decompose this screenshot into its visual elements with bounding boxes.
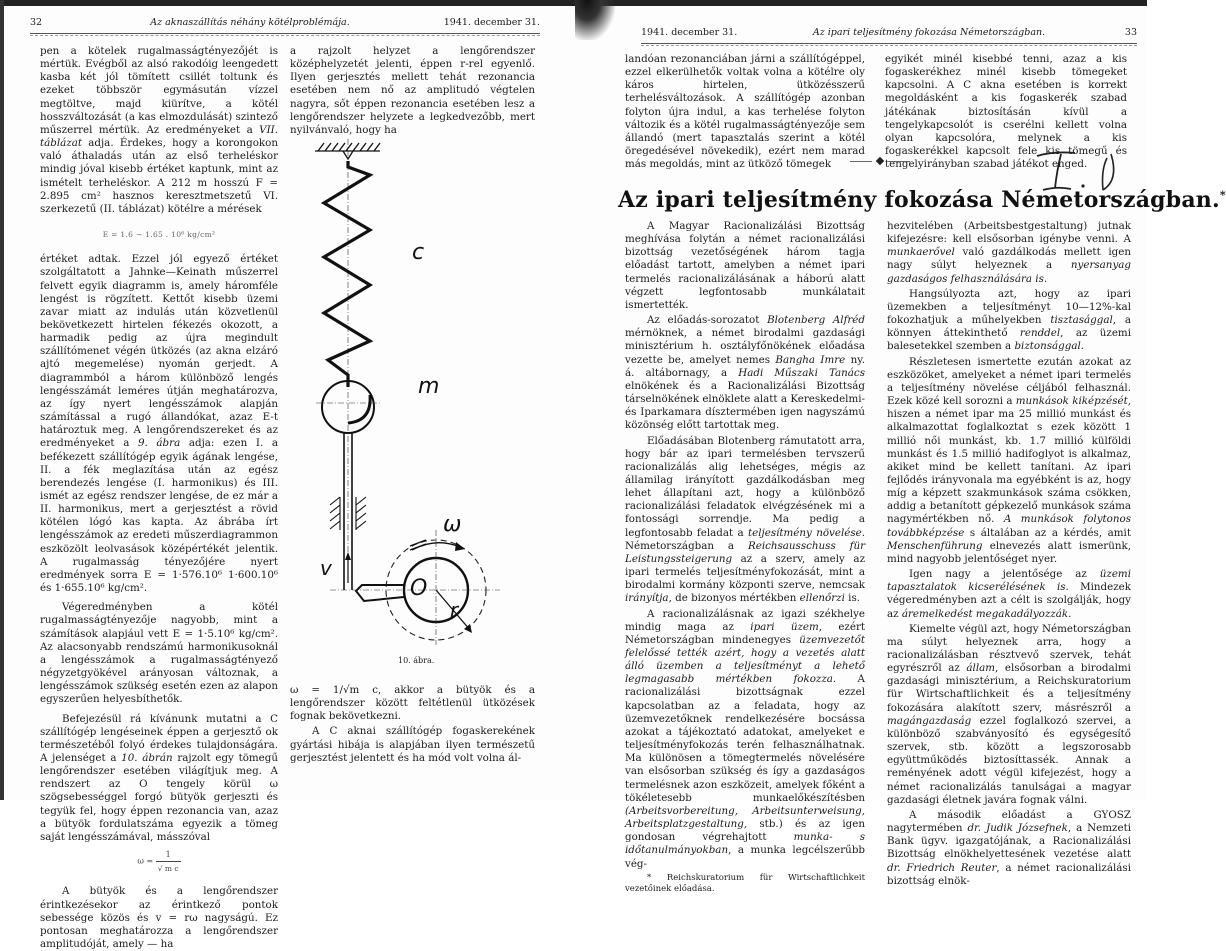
paragraph: A C aknai szállítógép fogaskerekének gyártási hibája is alapjában ilyen természetű gerjesztést jelentett és ha mód volt volna ál- <box>290 725 535 764</box>
section-divider-ornament <box>850 160 910 162</box>
figure-caption: 10. ábra. <box>398 656 435 665</box>
scan-edge-left <box>0 0 4 800</box>
page-number: 33 <box>1124 27 1137 38</box>
left-page-column-1 <box>40 45 278 951</box>
label-m: m <box>418 374 440 399</box>
running-title: Az ipari teljesítmény fokozása Németországban. <box>812 27 1046 38</box>
running-head-left <box>30 17 540 31</box>
paragraph: A második előadást a GYOSZ nagytermében dr. Judik Józsefnek, a Nemzeti Bank ügyv. igazgatójának, a Racionalizálási Bizottság elnökhelyettesének vezetése alatt dr. Friedrich Reuter, a német racionalizálási bizottság elnök- <box>887 808 1132 887</box>
paragraph: egyikét minél kisebbé tenni, azaz a kis fogaskerékhez minél kisebb tömegeket kapcsolni. A C akna esetében is korrekt megoldásként a kis fogaskerék szabad játékának biztosításán kívül a tengelykapcsolót is cserélni kellett volna olyan kapcsolóra, melynek a kis fogaskerékkel kapcsolt fele kis tömegű és tengelyirányban szabad játékot enged. <box>885 53 1127 171</box>
article-column-1 <box>625 220 865 895</box>
paragraph: Az előadás-sorozatot Blotenberg Alfréd mérnöknek, a német birodalmi gazdasági minisztérium h. osztályfőnökének előadása vezette be, amelyet nemes Bangha Imre ny. á. altábornagy, a Hadi Műszaki Tanács elnökének és a Racionalizálási Bizottság társelnökének elnöklete alatt a Kereskedelmi- és Iparkamara dísztermében igen nagyszámú közönség előtt tartottak meg. <box>625 314 865 432</box>
running-date: 1941. december 31. <box>641 27 738 38</box>
paragraph: Végeredményben a kötél rugalmasságtényezője nagyobb, mint a számítások alapjául vett E = 1·5.10⁶ kg/cm². Az alacsonyabb rendszámú harmonikusoknál a lengésszámok a rugalmasságtényező négyzetgyökével arányosan változnak, a lengésszámok szükség esetén ezen az alapon egyszerűen helyesbíthetők. <box>40 601 278 706</box>
paragraph: Befejezésül rá kívánunk mutatni a C szállítógép lengéseinek éppen a gerjesztő ok természetéből folyó érdekes tulajdonságára. A jelenséget a 10. ábrán rajzolt egy tömegű lengőrendszer esetében világítjuk meg. A rendszert az O tengely körül ω szögsebességgel forgó bütyök gerjeszti és tegyük fel, hogy éppen rezonancia van, azaz a bütyök fordulatszáma egyezik a tömeg saját lengésszámával, másszóval <box>40 712 278 843</box>
running-date: 1941. december 31. <box>443 17 540 28</box>
paragraph: A bütyök és a lengőrendszer érintkezésekor az érintkező pontok sebessége közös és v = rω nagyságú. Ez pontosan meghatározza a lengőrendszer amplitudóját, amely — ha <box>40 885 278 950</box>
spring-c <box>324 161 370 387</box>
scan-edge-top <box>0 0 573 6</box>
paragraph: ω = 1/√m c, akkor a bütyök és a lengőrendszer között feltétlenül ütközések fognak bekövetkezni. <box>290 684 535 723</box>
header-rule <box>641 43 1137 46</box>
article-column-2 <box>887 220 1131 888</box>
label-o: O <box>410 576 428 601</box>
scan-spine-shadow <box>575 0 615 40</box>
figure-10-oscillator-diagram <box>300 135 510 635</box>
paragraph: értéket adtak. Ezzel jól egyező értéket szolgáltatott a Jahnke—Keinath műszerrel felvett egyik diagramm is, amely háromféle lengést is rögzített. Kettőt kisebb üzemi zavar miatt az indulás után közvetlenül bekövetkezett hirtelen fékezés okozott, a harmadik pedig az újra megindult szállítómenet végén ütközés (az akna elzáró ajtó megemelése) nyomán gerjedt. A diagrammból a három különböző lengés lengésszámát leméres útján meghatározva, az így nyert lengésszámok alapján számítással a rugó állandókat, azaz E-t határoztuk meg. A lengőrendszereket és az eredményeket a 9. ábra adja: ezen I. a befékezett szállítógép egyik ágának lengése, II. a fék meglazítása után az egész berendezés lengése (I. harmonikus) és III. ismét az egész rendszer lengése, de ez már a II. harmonikus, mert a gerjesztést a rövid kötélen lógó kas kapta. Az ábrába írt lengésszámok az eredeti műszerdiagrammon eszközölt leolvasások középértékét jelentik. A rugalmasság tényezőjére nyert eredmények sorra E = 1·576.10⁶ 1·600.10⁶ és 1·655.10⁶ kg/cm². <box>40 253 278 595</box>
running-head-right <box>641 27 1137 41</box>
formula-omega: ω = $\frac{1}{\text{√ m c}}$ <box>40 848 278 875</box>
paragraph: Előadásában Blotenberg rámutatott arra, hogy bár az ipari termelésben tervszerű racionalizálás alig lehetséges, mégis az államilag irányított gazdálkodásban meg lehet állapítani azt, hogy a különböző racionalizálási feladatok elvégzésének mi a fontossági sorrendje. Ma pedig a legfontosabb feladat a teljesítmény növelése. Németországban a Reichsausschuss für Leistungssteigerung az a szerv, amely az ipari termelés teljesítményfokozását, mint a birodalmi kormány központi szerve, nemcsak irányítja, de bizonyos mértékben ellenőrzi is. <box>625 434 865 605</box>
label-v: v <box>320 556 332 580</box>
footnote: * Reichskuratorium für Wirtschaftlichkeit vezetőinek előadása. <box>625 872 865 894</box>
right-page-top-column-1 <box>625 53 865 171</box>
paragraph: Kiemelte végül azt, hogy Németországban ma súlyt helyeznek arra, hogy a racionalizálásban résztvevő szervek, tehát egyrészről az állam, elsősorban a birodalmi gazdasági minisztérium, a Reichskuratorium für Wirtschaftlichkeit és a teljesítmény fokozására alakított szerv, másrészről a magángazdaság ezzel foglalkozó szervei, a különböző szabványosító és egységesítő szervek, stb. között a legszorosabb együttműködés biztosíttassék. Annak a reményének adott végül kifejezést, hogy a német racionalizálás tanulságai a magyar gazdasági életnek javára fognak válni. <box>887 622 1131 806</box>
label-omega: ω <box>443 512 462 537</box>
left-page <box>0 0 573 950</box>
paragraph: Igen nagy a jelentősége az üzemi tapasztalatok kicserélésének is. Mindezek végeredményben azt a célt is szolgálják, hogy az áremelkedést megakadályozzák. <box>887 568 1131 620</box>
label-c: c <box>412 240 425 265</box>
scan-edge-top <box>573 0 1147 6</box>
paragraph: A Magyar Racionalizálási Bizottság meghívása folytán a német racionalizálási bizottság vezetőségének három tagja előadást tartott, amelyben a német ipari termelés racionalizálásának a háború alatt végzett legfontosabb munkálatait ismertették. <box>625 220 865 311</box>
left-page-column-2-top <box>290 45 535 137</box>
paragraph: Részletesen ismertette ezután azokat az eszközöket, amelyeket a német ipari termelés a teljesítmény növelése céljából felhasznál. Ezek közé kell sorozni a munkások kiképzését, hiszen a német ipar ma 25 millió munkást és alkalmazottat foglalkoztat s ezek között 1 millió női munkást, kb. 1.7 millió külföldi munkást és 1.5 millió hadifoglyot is alkalmaz, akiket mind be kellett tanítani. Az ipari fejlődés irányvonala ma egyébként is az, hogy míg a képzett szakmunkások száma csökken, addig a betanított gépkezelő munkások száma nagymértékben nő. A munkások folytonos továbbképzése s általában az a kérdés, amit Menschenführung elnevezés alatt ismerünk, mind nagyobb jelentőséget nyer. <box>887 355 1131 565</box>
paragraph: A racionalizálásnak az igazi székhelye mindig maga az ipari üzem, ezért Németországban mindenegyes üzemvezetőt felelőssé tették azért, hogy a vezetés alatt álló üzemben a teljesítményt a lehető legmagasabb mértékben fokozza. A racionalizálási bizottságnak ezzel kapcsolatban az a feladata, hogy az üzemvezetőknek rendelkezésére bocsássa azokat a tájékoztató adatokat, amelyeket e teljesítményfokozás terén felhasználhatnak. Ma különösen a tömegtermelés növelésére van elsősorban szükség és így a gazdaságos termelésnek azon eszközeit, amelyek főként a tökéletesebb munkaelőkészítésben (Arbeitsvorbereitung, Arbeitsunterweisung, Arbeitsplatzgestaltung, stb.) és az igen gondosan végrehajtott munka- s időtanulmányokban, a munka legcélszerűbb vég- <box>625 607 865 870</box>
header-rule <box>30 33 540 36</box>
ceiling-support <box>315 143 380 159</box>
label-r: r <box>450 598 459 622</box>
paragraph: hezvitelében (Arbeitsbestgestaltung) jutnak kifejezésre: kell elsősorban igénybe venni. A munkaerővel való gazdálkodás mellett igen nagy súlyt helyeznek a nyersanyag gazdaságos felhasználására is. <box>887 220 1131 285</box>
paragraph: Hangsúlyozta azt, hogy az ipari üzemekben a teljesítményt 10—12%-kal fokozhatjuk a műhelyekben tisztasággal, a könnyen áttekinthető renddel, az üzemi balesetekkel szemben a biztonsággal. <box>887 287 1132 353</box>
paragraph: a rajzolt helyzet a lengőrendszer középhelyzetét jelenti, éppen r-rel egyenlő. Ilyen gerjesztés mellett tehát rezonancia esetében nem nő az amplitudó végtelen nagyra, sőt éppen rezonancia esetében lesz a lengőrendszer helyzete a legkedvezőbb, mert nyilvánvaló, hogy ha <box>290 45 535 136</box>
paragraph: pen a kötelek rugalmasságtényezőjét is mértük. Evégből az alsó rakodóig leengedett kasba két jól tömített csillét toltunk és ezeket többször egymásután vízzel megtöltve, majd kiürítve, a kötél hosszváltozását (a kas elmozdulását) szintező műszerrel mértük. Az eredményeket a VII. táblázat adja. Érdekes, hogy a korongokon való áthaladás után az első terheléskor mindig jóval kisebb értéket kaptunk, mint az ismételt terheléskor. A 212 m hosszú F = 2.895 cm² hasznos keresztmetszetű VI. szerkezetű (II. táblázat) kötélre a mérések <box>40 45 278 215</box>
left-page-column-2-bottom <box>290 684 535 765</box>
paragraph: landóan rezonanciában járni a szállítógéppel, ezzel elkerülhetők voltak volna a kötélre oly káros hirtelen, ütközésszerű terhelésváltozások. A szállítógép azonban folyton újra indul, a kas terhelése folyton változik és a kötél rugalmasságtényezője sem állandó (mert tapasztalás szerint a kötél öregedésével növekedik), ezért nem marad más megoldás, mint az ütköző tömegek <box>625 53 865 171</box>
article-title: Az ipari teljesítmény fokozása Németországban.* <box>618 187 1226 213</box>
page-number: 32 <box>30 17 43 28</box>
formula-elasticity: E = 1.6 ∼ 1.65 . 10⁶ kg/cm² <box>102 230 216 240</box>
running-title: Az aknaszállítás néhány kötélproblémája. <box>150 17 350 28</box>
